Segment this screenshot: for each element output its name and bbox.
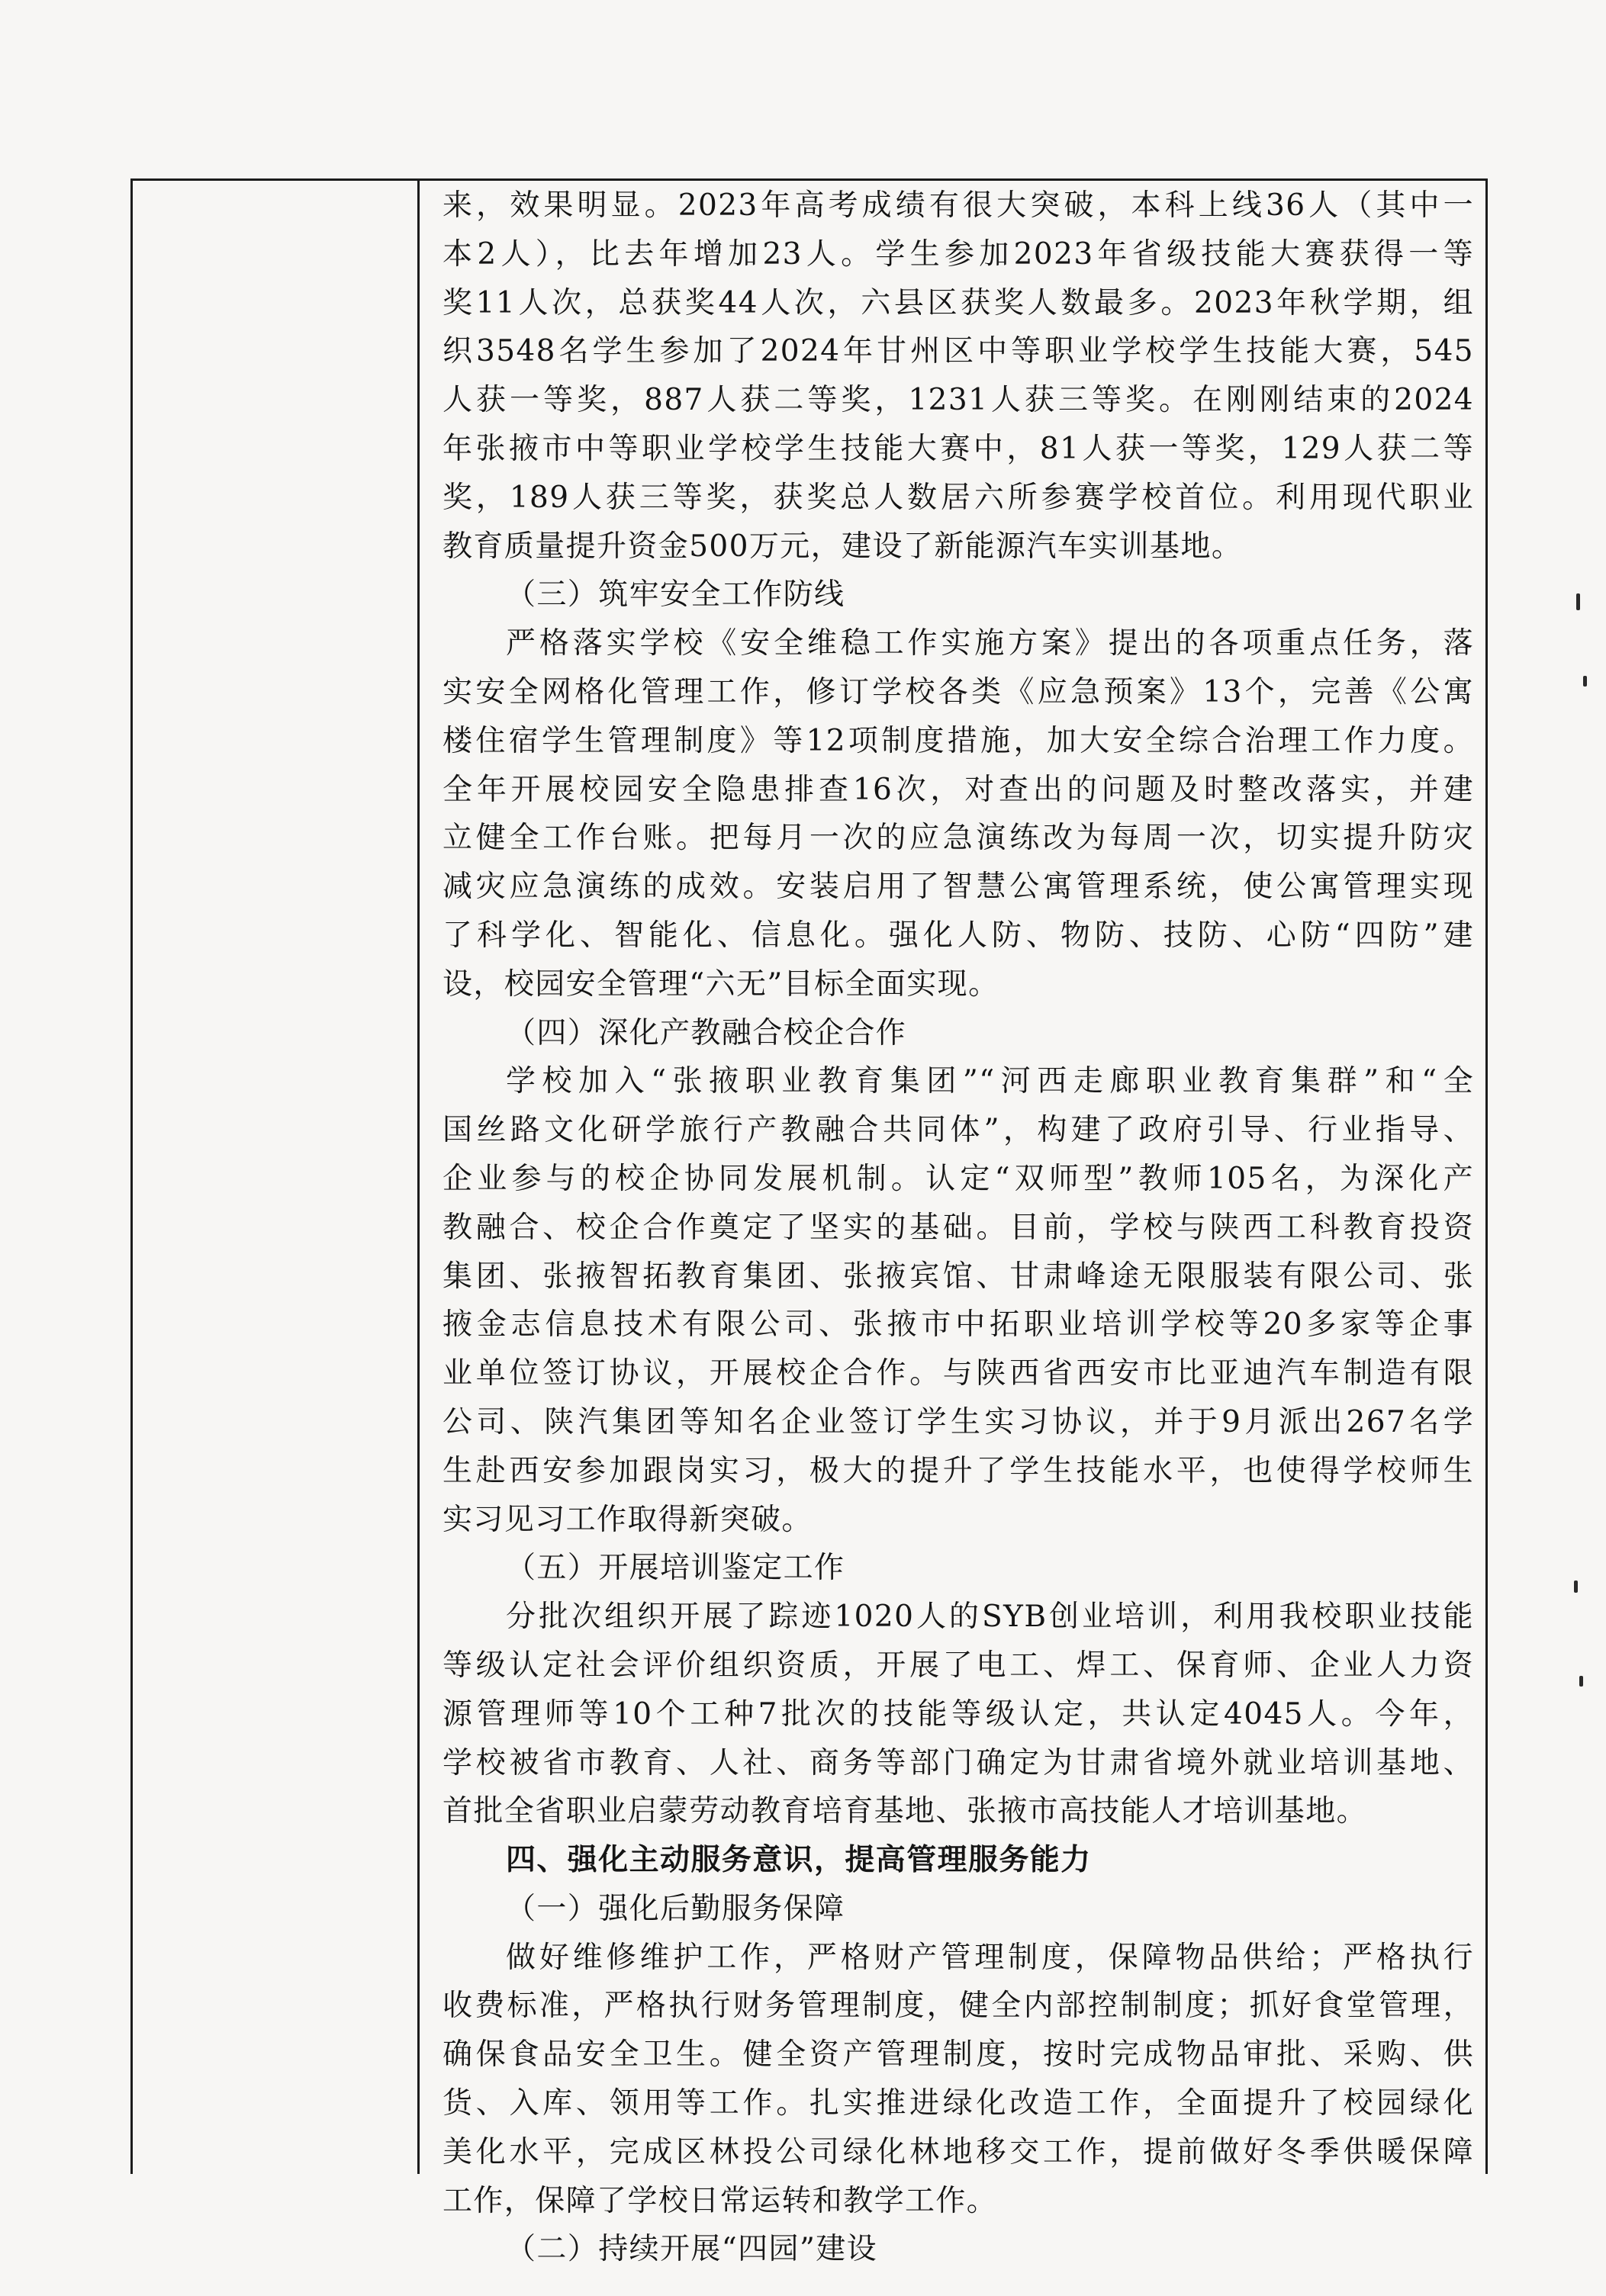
- scan-speck: [1583, 676, 1587, 687]
- text-line: 做好维修维护工作，严格财产管理制度，保障物品供给；严格执行: [506, 1940, 1474, 1975]
- report-text: [443, 182, 1474, 2274]
- text-line: 本2人），比去年增加23人。学生参加2023年省级技能大赛获得一等: [443, 236, 1474, 272]
- text-line: 分批次组织开展了踪迹1020人的SYB创业培训，利用我校职业技能: [506, 1600, 1474, 1635]
- section-heading: （四）深化产教融合校企合作: [506, 1015, 907, 1050]
- text-line: 确保食品安全卫生。健全资产管理制度，按时完成物品审批、采购、供: [443, 2037, 1474, 2073]
- text-line: 来，效果明显。2023年高考成绩有很大突破，本科上线36人（其中一: [443, 188, 1474, 223]
- text-line: 立健全工作台账。把每月一次的应急演练改为每周一次，切实提升防灾: [443, 821, 1474, 856]
- text-line: 掖金志信息技术有限公司、张掖市中拓职业培训学校等20多家等企事: [443, 1307, 1474, 1343]
- text-line: 全年开展校园安全隐患排查16次，对查出的问题及时整改落实，并建: [443, 772, 1474, 807]
- text-line: 减灾应急演练的成效。安装启用了智慧公寓管理系统，使公寓管理实现: [443, 870, 1474, 905]
- text-line: 工作，保障了学校日常运转和教学工作。: [443, 2183, 998, 2218]
- section-heading: （三）筑牢安全工作防线: [506, 577, 845, 613]
- text-line: 奖，189人获三等奖，获奖总人数居六所参赛学校首位。利用现代职业: [443, 480, 1474, 515]
- text-line: 源管理师等10个工种7批次的技能等级认定，共认定4045人。今年，: [443, 1696, 1474, 1732]
- text-line: 货、入库、领用等工作。扎实推进绿化改造工作，全面提升了校园绿化: [443, 2086, 1474, 2121]
- scan-speck: [1576, 593, 1580, 610]
- text-line: 楼住宿学生管理制度》等12项制度措施，加大安全综合治理工作力度。: [443, 723, 1474, 758]
- column-divider: [417, 178, 420, 2174]
- text-line: 严格落实学校《安全维稳工作实施方案》提出的各项重点任务，落: [506, 626, 1474, 661]
- text-line: 教育质量提升资金500万元，建设了新能源汽车实训基地。: [443, 529, 1243, 564]
- text-line: 设，校园安全管理“六无”目标全面实现。: [443, 966, 999, 1002]
- text-line: 人获一等奖，887人获二等奖，1231人获三等奖。在刚刚结束的2024: [443, 383, 1474, 418]
- section-heading: （二）持续开展“四园”建设: [506, 2232, 878, 2267]
- text-line: 美化水平，完成区林投公司绿化林地移交工作，提前做好冬季供暖保障: [443, 2134, 1474, 2169]
- text-line: 业单位签订协议，开展校企合作。与陕西省西安市比亚迪汽车制造有限: [443, 1356, 1474, 1391]
- text-line: 公司、陕汽集团等知名企业签订学生实习协议，并于9月派出267名学: [443, 1404, 1474, 1439]
- text-line: 收费标准，严格执行财务管理制度，健全内部控制制度；抓好食堂管理，: [443, 1989, 1474, 2024]
- text-line: 教融合、校企合作奠定了坚实的基础。目前，学校与陕西工科教育投资: [443, 1210, 1474, 1245]
- text-line: 年张掖市中等职业学校学生技能大赛中，81人获一等奖，129人获二等: [443, 431, 1474, 466]
- text-line: 织3548名学生参加了2024年甘州区中等职业学校学生技能大赛，545: [443, 334, 1474, 369]
- section-heading: （五）开展培训鉴定工作: [506, 1551, 845, 1586]
- text-line: 奖11人次，总获奖44人次，六县区获奖人数最多。2023年秋学期，组: [443, 285, 1474, 320]
- section-heading: （一）强化后勤服务保障: [506, 1891, 845, 1926]
- text-line: 学校被省市教育、人社、商务等部门确定为甘肃省境外就业培训基地、: [443, 1745, 1474, 1780]
- text-line: 集团、张掖智拓教育集团、张掖宾馆、甘肃峰途无限服装有限公司、张: [443, 1259, 1474, 1294]
- text-line: 了科学化、智能化、信息化。强化人防、物防、技防、心防“四防”建: [443, 918, 1474, 953]
- text-line: 企业参与的校企协同发展机制。认定“双师型”教师105名，为深化产: [443, 1161, 1474, 1196]
- text-line: 等级认定社会评价组织资质，开展了电工、焊工、保育师、企业人力资: [443, 1648, 1474, 1683]
- chapter-heading: 四、强化主动服务意识，提高管理服务能力: [506, 1842, 1092, 1878]
- text-line: 实习见习工作取得新突破。: [443, 1502, 813, 1537]
- text-line: 学校加入“张掖职业教育集团”“河西走廊职业教育集群”和“全: [506, 1064, 1474, 1099]
- text-line: 生赴西安参加跟岗实习，极大的提升了学生技能水平，也使得学校师生: [443, 1453, 1474, 1488]
- text-line: 首批全省职业启蒙劳动教育培育基地、张掖市高技能人才培训基地。: [443, 1794, 1368, 1829]
- text-line: 实安全网格化管理工作，修订学校各类《应急预案》13个，完善《公寓: [443, 674, 1474, 709]
- scan-speck: [1574, 1581, 1578, 1593]
- text-line: 国丝路文化研学旅行产教融合共同体”，构建了政府引导、行业指导、: [443, 1113, 1474, 1148]
- scan-speck: [1579, 1676, 1583, 1687]
